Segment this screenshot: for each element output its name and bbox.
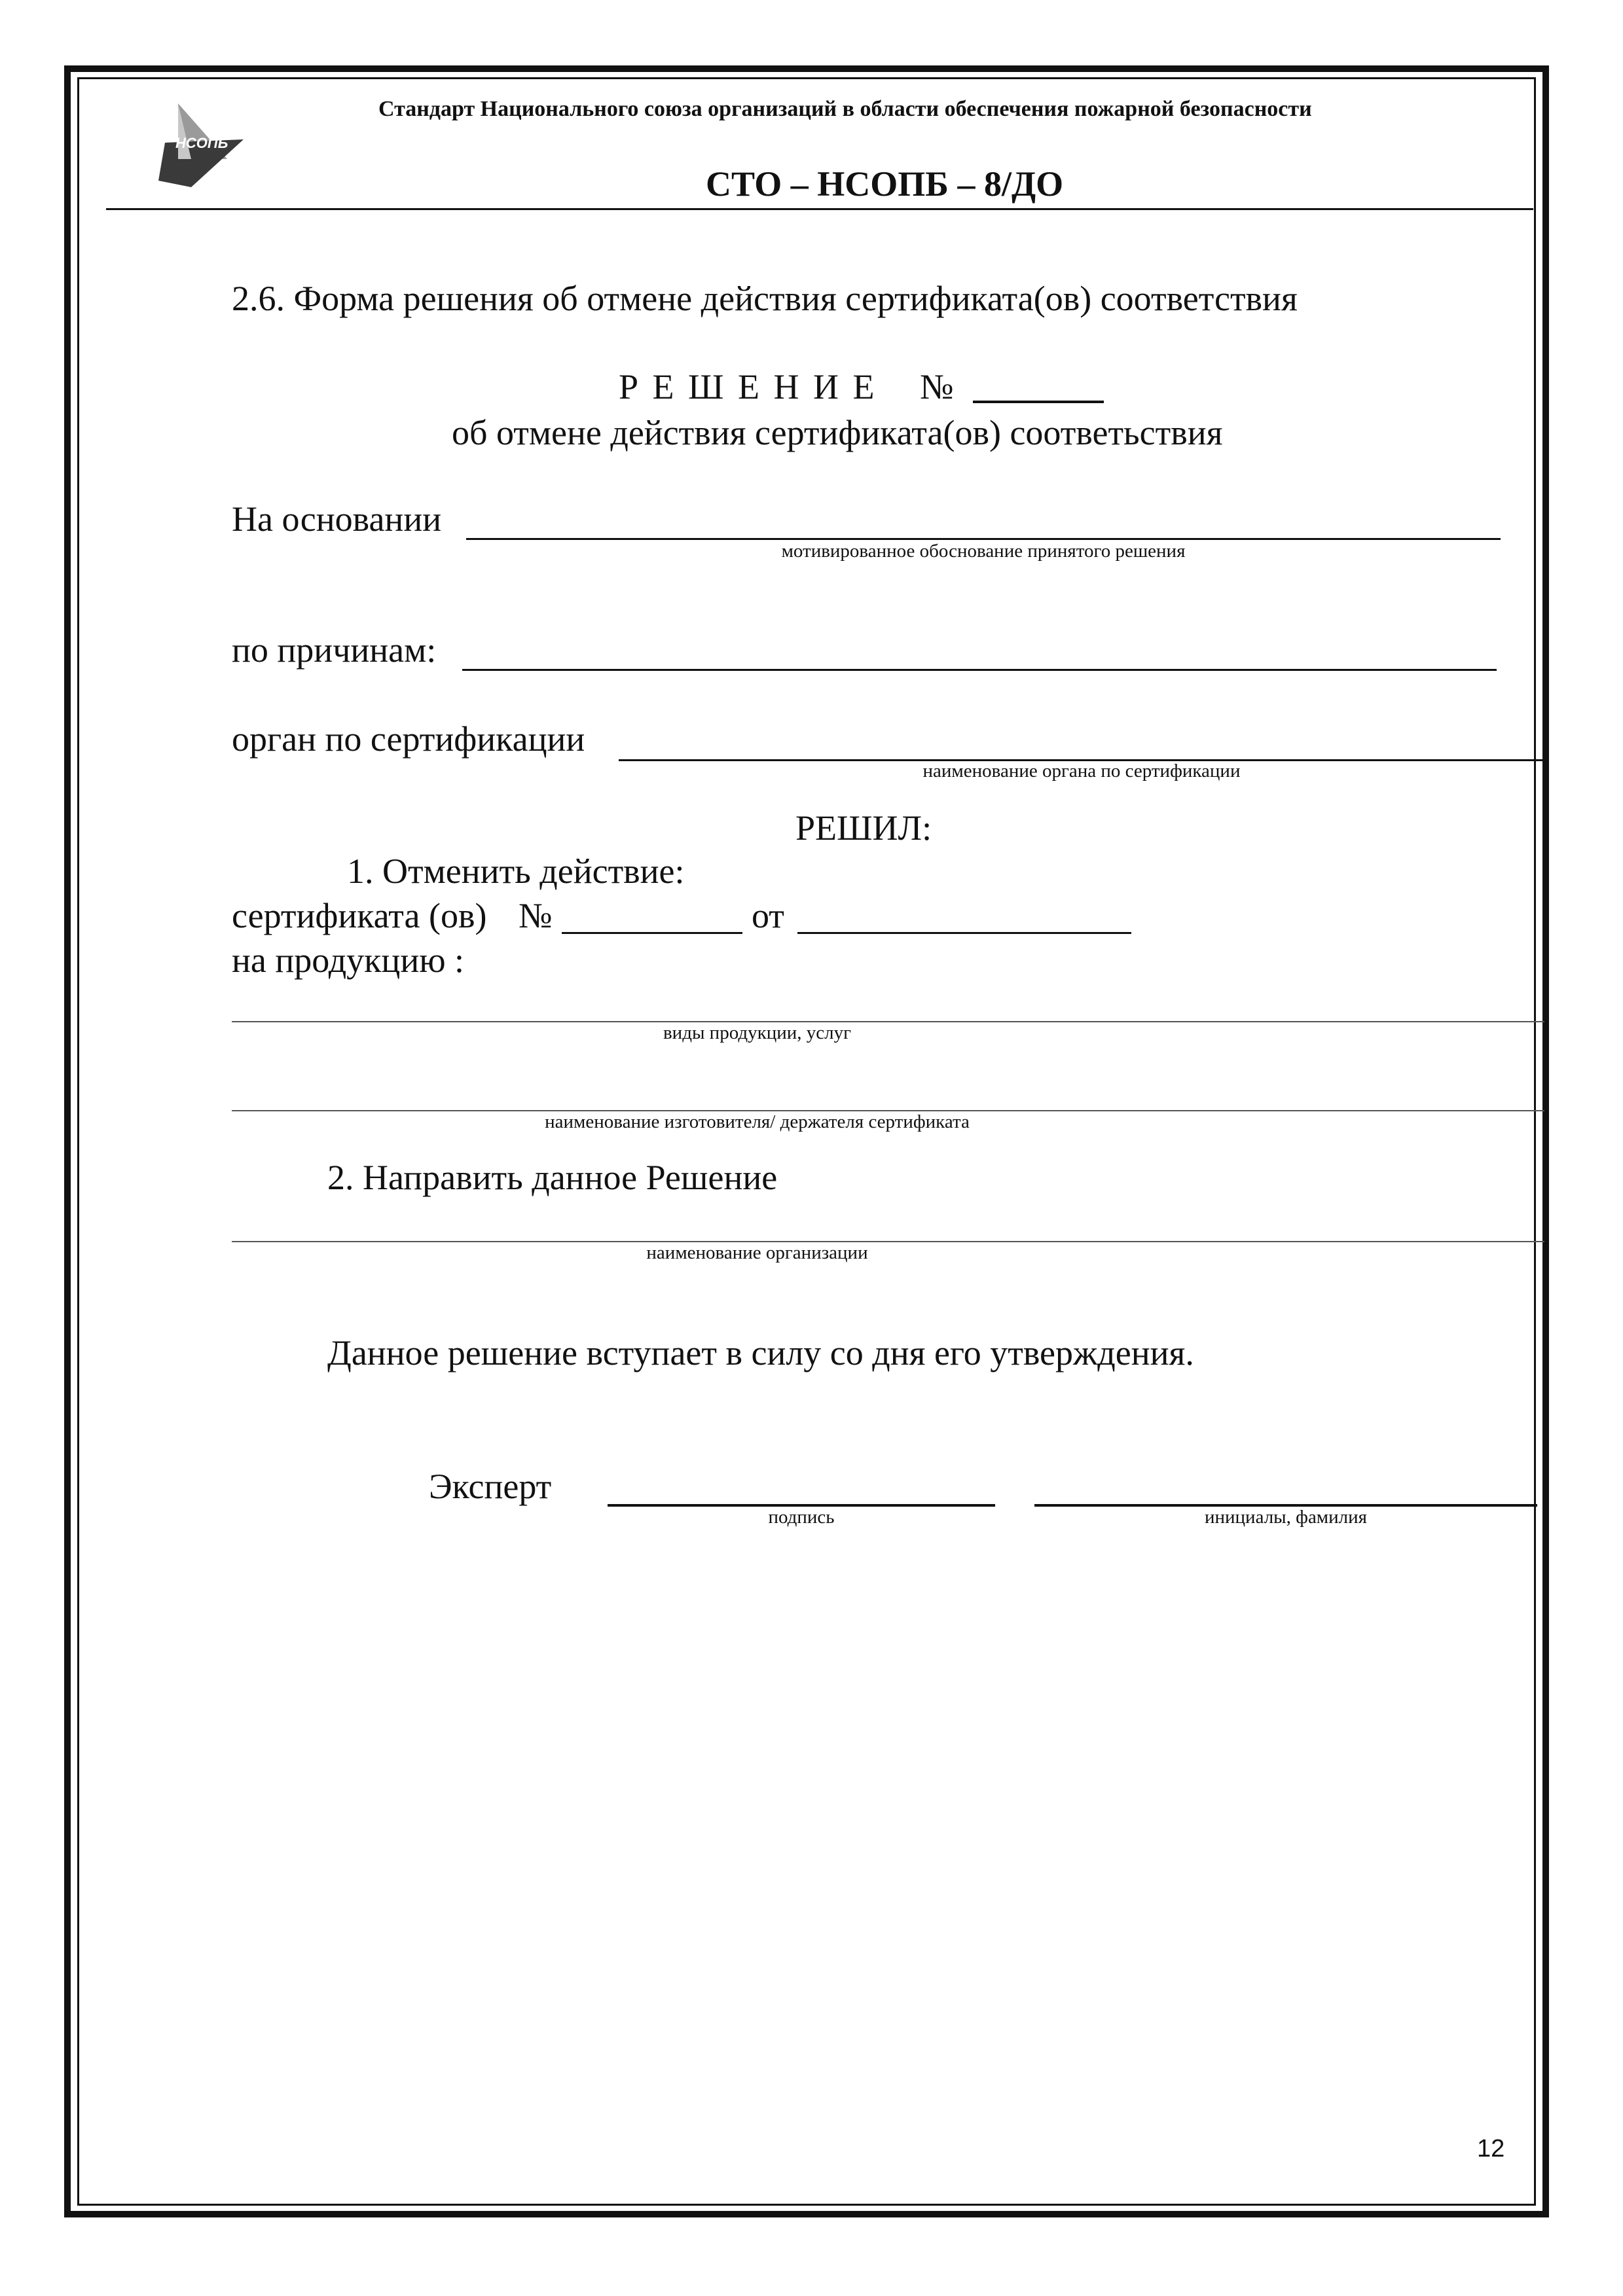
basis-label: На основании [232, 499, 442, 539]
manufacturer-caption: наименование изготовителя/ держателя сертификата [545, 1111, 970, 1132]
reasons-label: по причинам: [232, 630, 437, 670]
certification-body-caption: наименование органа по сертификации [922, 761, 1241, 781]
certificate-label: сертификата (ов) [232, 896, 487, 935]
product-label: на продукцию : [232, 941, 465, 980]
decision-number-label: № [920, 367, 954, 406]
basis-caption: мотивированное обоснование принятого решения [781, 541, 1186, 562]
products-caption: виды продукции, услуг [663, 1022, 852, 1043]
certificate-number-field[interactable] [562, 932, 742, 934]
certificate-number-label: № [519, 896, 553, 935]
header-organization: Стандарт Национального союза организаций в области обеспечения пожарной безопасности [378, 97, 1312, 121]
logo-label: НСОПБ [175, 135, 228, 151]
header-rule [106, 208, 1533, 210]
effective-statement: Данное решение вступает в силу со дня его утверждения. [327, 1333, 1194, 1372]
certificate-date-field[interactable] [797, 932, 1131, 934]
expert-label: Эксперт [429, 1467, 552, 1506]
item2-title: 2. Направить данное Решение [327, 1158, 778, 1197]
certification-body-label: орган по сертификации [232, 719, 585, 759]
recipient-organization-caption: наименование организации [646, 1242, 868, 1263]
document-code: СТО – НСОПБ – 8/ДО [706, 164, 1064, 204]
reasons-field[interactable] [462, 669, 1497, 671]
decision-subtitle: об отмене действия сертификата(ов) соответьствия [452, 413, 1223, 452]
initials-surname-caption: инициалы, фамилия [1204, 1507, 1368, 1528]
section-title: 2.6. Форма решения об отмене действия сертификата(ов) соответствия [232, 279, 1298, 318]
basis-field[interactable] [466, 538, 1501, 540]
page-number: 12 [1477, 2135, 1505, 2162]
item1-title: 1. Отменить действие: [347, 852, 685, 891]
decision-number-field[interactable] [973, 401, 1104, 403]
resolved-heading: РЕШИЛ: [795, 808, 932, 848]
decision-title: Р Е Ш Е Н И Е [619, 367, 877, 406]
certificate-date-label: от [752, 896, 784, 935]
signature-caption: подпись [768, 1507, 835, 1528]
